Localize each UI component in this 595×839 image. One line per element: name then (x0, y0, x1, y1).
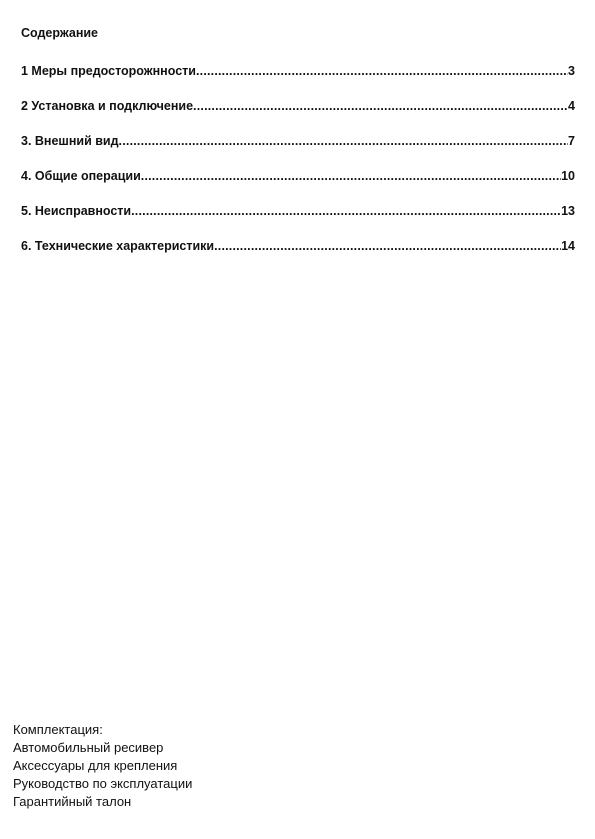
toc-entry (21, 237, 575, 272)
toc-entry (21, 97, 575, 132)
toc-dot-leader (214, 237, 561, 255)
package-contents-item: Автомобильный ресивер (13, 740, 164, 755)
toc-dot-leader (141, 167, 561, 185)
toc-entry-page: 3 (568, 64, 575, 78)
toc-entry (21, 167, 575, 202)
toc-entry-label: 1 Меры предосторожнности (21, 64, 196, 78)
package-contents (13, 721, 192, 811)
toc-entry-label: 3. Внешний вид (21, 134, 119, 148)
toc-entry-page: 13 (561, 204, 575, 218)
toc-entry-label: 4. Общие операции (21, 169, 141, 183)
toc-entry-page: 4 (568, 99, 575, 113)
toc-entry-page: 10 (561, 169, 575, 183)
toc-title: Содержание (21, 26, 99, 40)
toc-dot-leader (119, 132, 569, 150)
package-contents-item: Гарантийный талон (13, 794, 132, 809)
toc-entry (21, 202, 575, 237)
package-contents-item: Руководство по эксплуатации (13, 776, 193, 791)
toc-dot-leader (193, 97, 568, 115)
toc-dot-leader (131, 202, 561, 220)
package-contents-item: Аксессуары для крепления (13, 758, 178, 773)
toc-entry-label: 6. Технические характеристики (21, 239, 215, 253)
toc-entry (21, 62, 575, 97)
toc-entry (21, 132, 575, 167)
toc-entry-page: 7 (568, 134, 575, 148)
toc-entry-label: 2 Установка и подключение (21, 99, 194, 113)
table-of-contents (21, 62, 575, 272)
toc-entry-page: 14 (561, 239, 575, 253)
toc-dot-leader (196, 62, 568, 80)
package-contents-heading: Комплектация: (13, 722, 103, 737)
toc-entry-label: 5. Неисправности (21, 204, 132, 218)
